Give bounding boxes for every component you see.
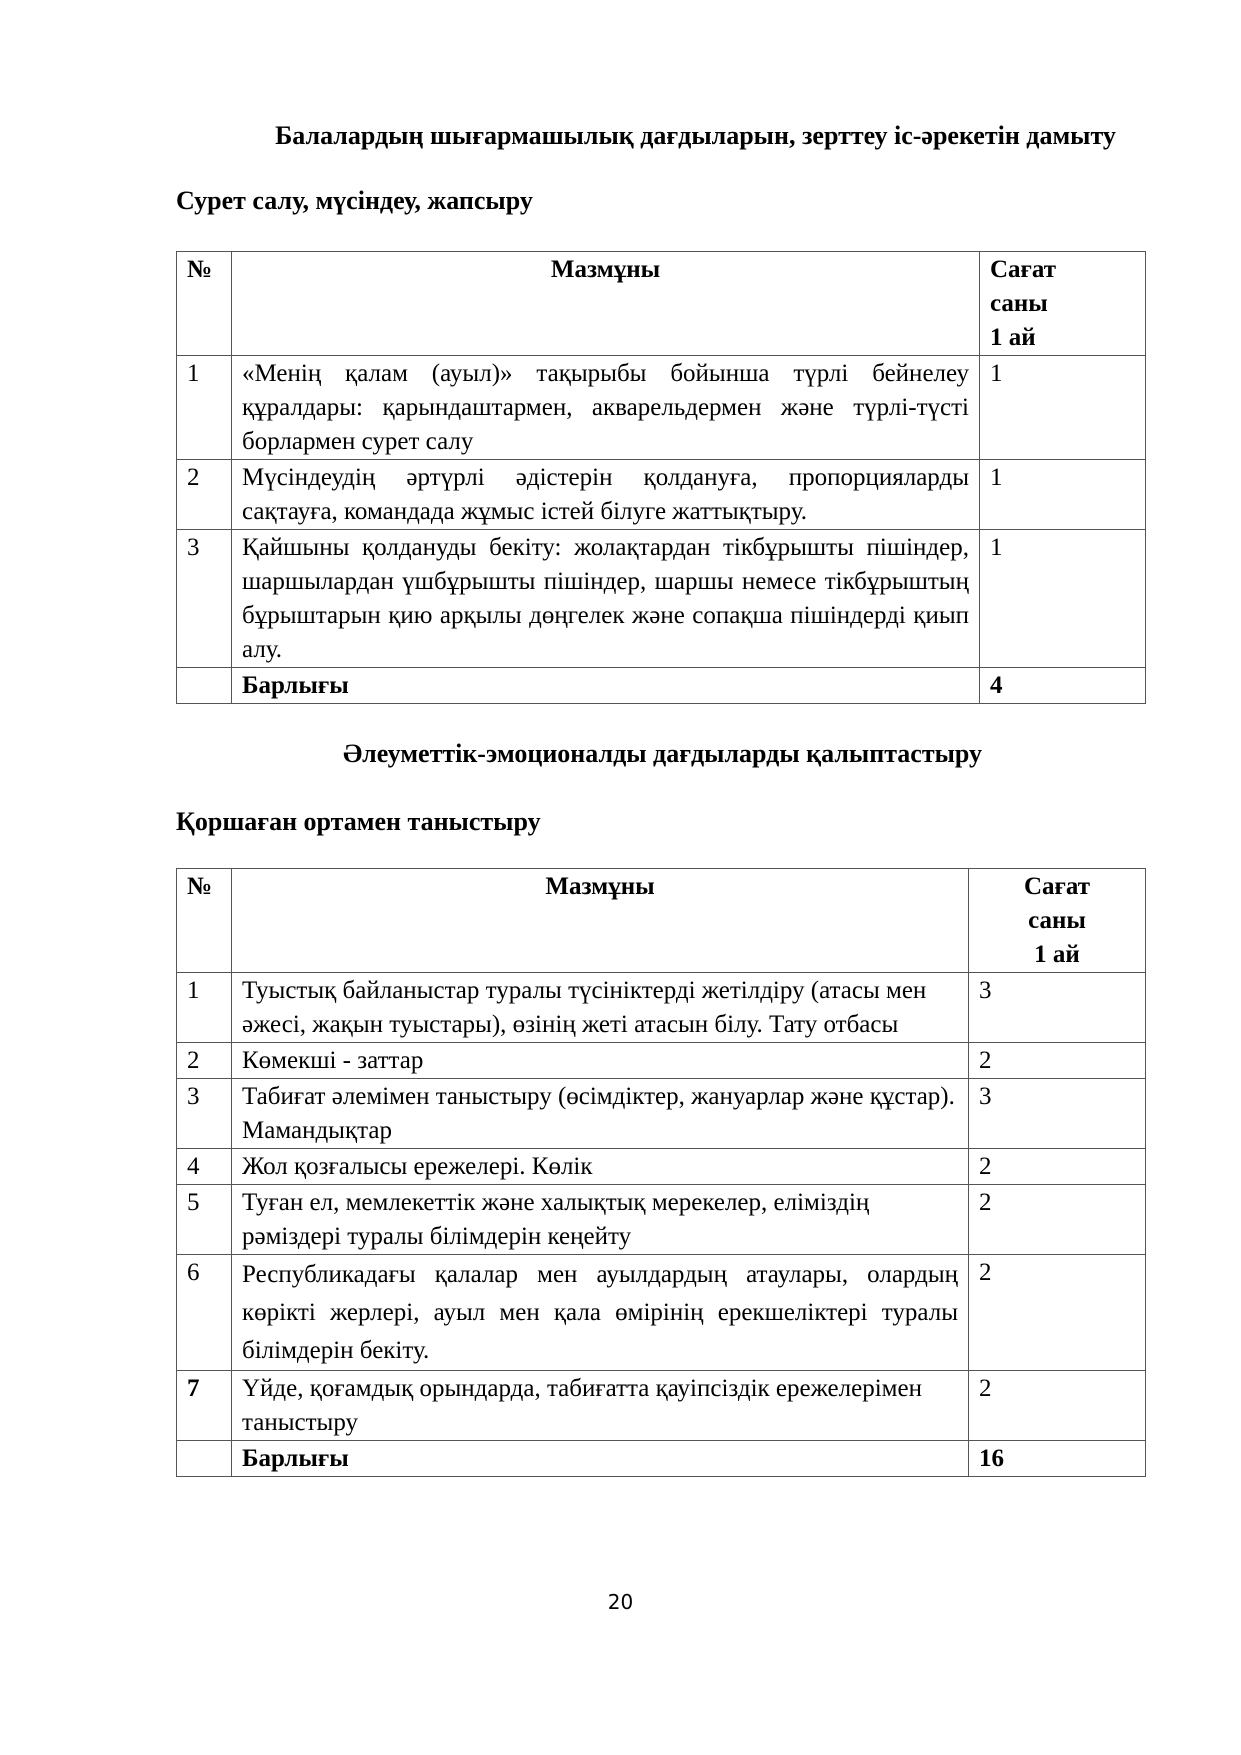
header-hours-line3: 1 ай bbox=[1034, 941, 1080, 968]
row-content: Республикадағы қалалар мен ауылдардың атаулары, олардың көрікті жерлері, ауыл мен қала өмірінің ерекшеліктері туралы білімдерін бекіту. bbox=[232, 1255, 969, 1371]
total-empty bbox=[177, 668, 232, 704]
row-content: Көмекші - заттар bbox=[232, 1043, 969, 1079]
total-label: Барлығы bbox=[232, 668, 980, 704]
row-num: 1 bbox=[177, 356, 232, 460]
row-content: Қайшыны қолдануды бекіту: жолақтардан тікбұрышты пішіндер, шаршылардан үшбұрышты пішіндер, шаршы немесе тікбұрыштың бұрыштарын қию арқылы дөңгелек және сопақша пішіндерді қиып алу. bbox=[232, 530, 980, 668]
header-num: № bbox=[177, 252, 232, 356]
row-content: Туыстық байланыстар туралы түсініктерді жетілдіру (атасы мен әжесі, жақын туыстары), өзінің жеті атасын білу. Тату отбасы bbox=[232, 973, 969, 1043]
header-content: Мазмұны bbox=[232, 252, 980, 356]
total-label: Барлығы bbox=[232, 1441, 969, 1477]
total-empty bbox=[177, 1441, 232, 1477]
header-num: № bbox=[177, 869, 232, 973]
table-total-row bbox=[177, 1441, 1146, 1477]
row-content: Үйде, қоғамдық орындарда, табиғатта қауіпсіздік ережелерімен таныстыру bbox=[232, 1371, 969, 1441]
row-num: 3 bbox=[177, 530, 232, 668]
row-num: 5 bbox=[177, 1185, 232, 1255]
table-row bbox=[177, 460, 1146, 530]
row-hours: 2 bbox=[969, 1185, 1146, 1255]
table-header-row bbox=[177, 869, 1146, 973]
row-content: «Менің қалам (ауыл)» тақырыбы бойынша түрлі бейнелеу құралдары: қарындаштармен, акварельдермен және түрлі-түсті борлармен сурет салу bbox=[232, 356, 980, 460]
row-num: 6 bbox=[177, 1255, 232, 1371]
row-hours: 3 bbox=[969, 1079, 1146, 1149]
table-row bbox=[177, 1185, 1146, 1255]
table-row bbox=[177, 1371, 1146, 1441]
table-row bbox=[177, 530, 1146, 668]
header-hours-line1: Сағат bbox=[1023, 873, 1091, 900]
row-num: 1 bbox=[177, 973, 232, 1043]
row-num: 4 bbox=[177, 1149, 232, 1185]
table-row bbox=[177, 1149, 1146, 1185]
row-hours: 1 bbox=[980, 356, 1146, 460]
row-num: 2 bbox=[177, 1043, 232, 1079]
table-header-row bbox=[177, 252, 1146, 356]
row-num: 3 bbox=[177, 1079, 232, 1149]
table-row bbox=[177, 356, 1146, 460]
row-hours: 2 bbox=[969, 1371, 1146, 1441]
header-hours-line3: 1 ай bbox=[990, 324, 1036, 351]
table-drawing-sculpting bbox=[176, 251, 1146, 704]
header-hours-line2: саны bbox=[990, 290, 1048, 317]
row-hours: 1 bbox=[980, 530, 1146, 668]
row-content: Туған ел, мемлекеттік және халықтық мерекелер, еліміздің рәміздері туралы білімдерін кеңейту bbox=[232, 1185, 969, 1255]
header-hours-line2: саны bbox=[1028, 907, 1086, 934]
table-row bbox=[177, 1255, 1146, 1371]
row-content: Мүсіндеудің әртүрлі әдістерін қолдануға, пропорцияларды сақтауға, командада жұмыс істей білуге жаттықтыру. bbox=[232, 460, 980, 530]
row-num: 2 bbox=[177, 460, 232, 530]
header-content: Мазмұны bbox=[232, 869, 969, 973]
row-hours: 1 bbox=[980, 460, 1146, 530]
header-hours bbox=[980, 252, 1146, 356]
row-content: Жол қозғалысы ережелері. Көлік bbox=[232, 1149, 969, 1185]
section1-subtitle: Сурет салу, мүсіндеу, жапсыру bbox=[176, 186, 533, 215]
table-row bbox=[177, 973, 1146, 1043]
section2-subtitle: Қоршаған ортамен таныстыру bbox=[176, 807, 541, 836]
page-number: 20 bbox=[607, 1590, 634, 1614]
row-hours: 2 bbox=[969, 1149, 1146, 1185]
row-hours: 2 bbox=[969, 1255, 1146, 1371]
row-hours: 2 bbox=[969, 1043, 1146, 1079]
header-hours bbox=[969, 869, 1146, 973]
row-content: Табиғат әлемімен таныстыру (өсімдіктер, жануарлар және құстар). Мамандықтар bbox=[232, 1079, 969, 1149]
row-num: 7 bbox=[177, 1371, 232, 1441]
section1-title: Балалардың шығармашылық дағдыларын, зерттеу іс-әрекетін дамыту bbox=[275, 121, 1116, 150]
total-value: 16 bbox=[969, 1441, 1146, 1477]
row-hours: 3 bbox=[969, 973, 1146, 1043]
table-environment bbox=[176, 868, 1146, 1477]
section2-title: Әлеуметтік-эмоционалды дағдыларды қалыптастыру bbox=[342, 739, 983, 768]
table-total-row bbox=[177, 668, 1146, 704]
header-hours-line1: Сағат bbox=[990, 256, 1057, 283]
total-value: 4 bbox=[980, 668, 1146, 704]
table-row bbox=[177, 1043, 1146, 1079]
table-row bbox=[177, 1079, 1146, 1149]
